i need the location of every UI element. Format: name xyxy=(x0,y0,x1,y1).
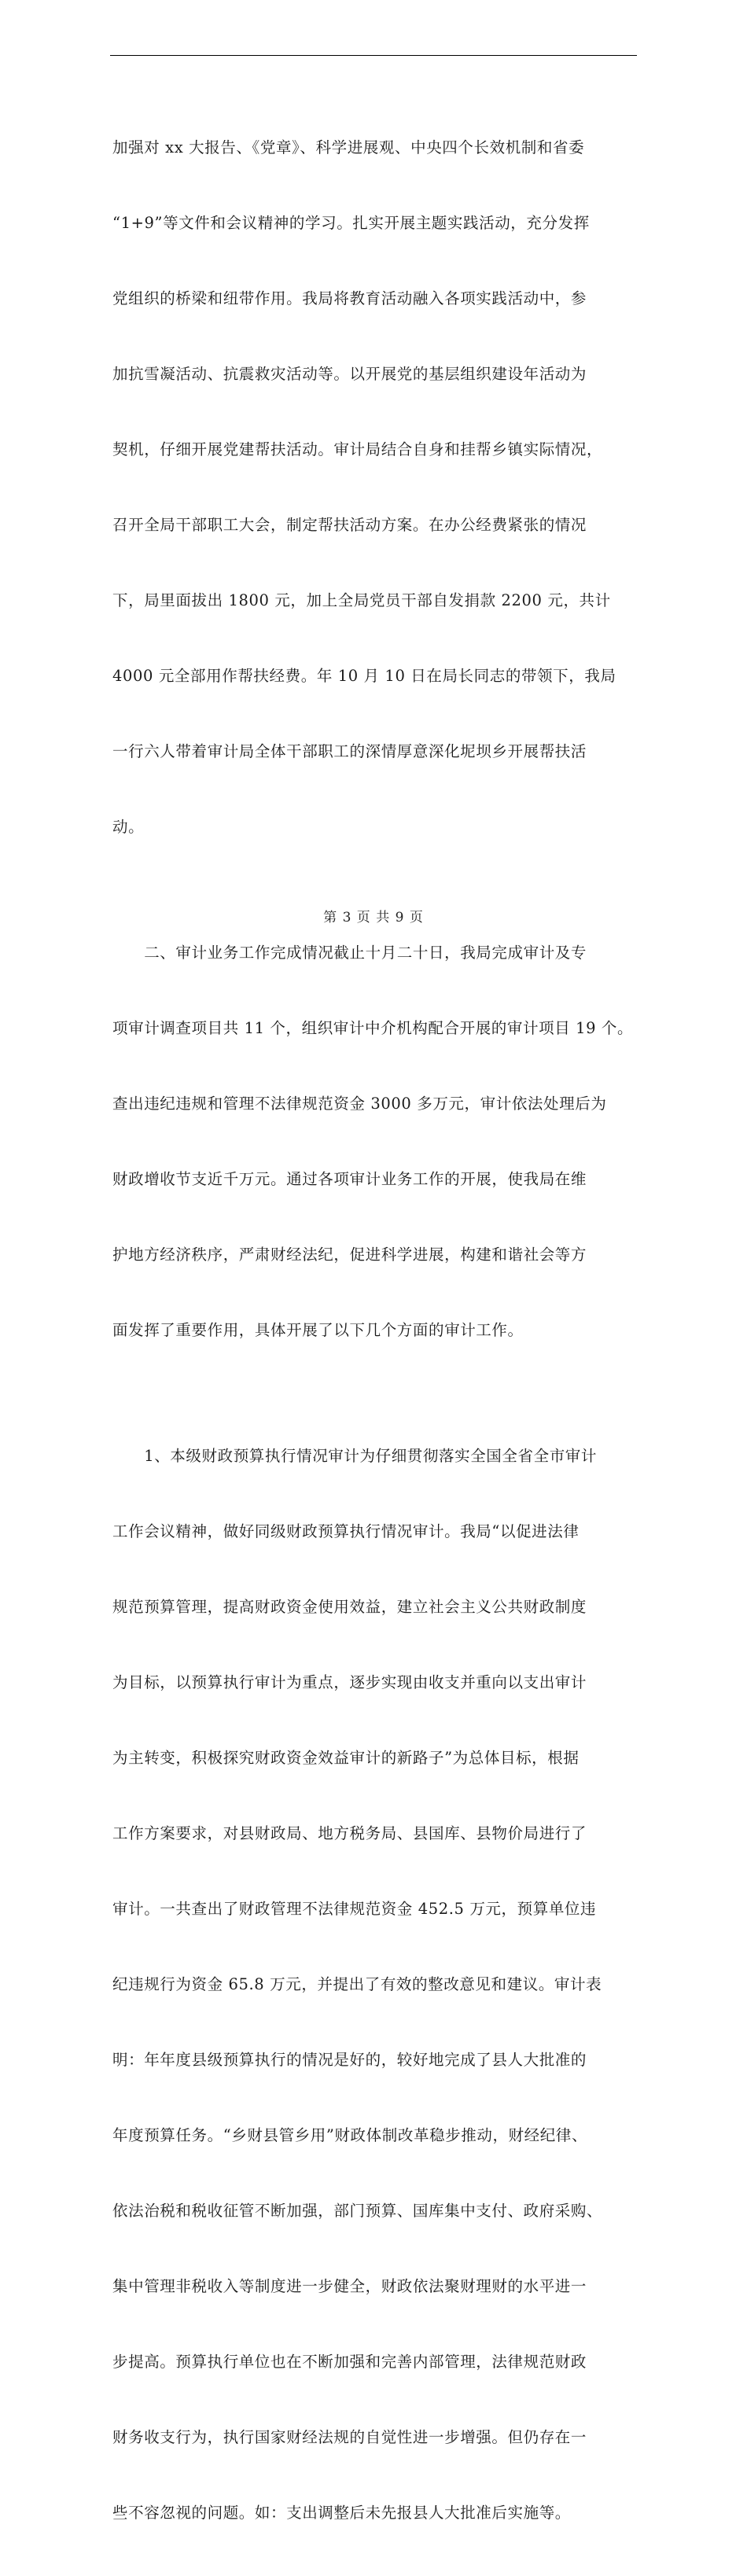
text-line: 契机，仔细开展党建帮扶活动。审计局结合自身和挂帮乡镇实际情况， xyxy=(112,440,603,458)
header-rule xyxy=(110,55,637,56)
text-line: 步提高。预算执行单位也在不断加强和完善内部管理，法律规范财政 xyxy=(112,2353,587,2371)
text-line: 项审计调查项目共 11 个，组织审计中介机构配合开展的审计项目 19 个。 xyxy=(112,1019,634,1037)
text-line: 工作会议精神，做好同级财政预算执行情况审计。我局“以促进法律 xyxy=(112,1522,580,1540)
text-line: 依法治税和税收征管不断加强，部门预算、国库集中支付、政府采购、 xyxy=(112,2202,603,2220)
text-line: 护地方经济秩序，严肃财经法纪，促进科学进展，构建和谐社会等方 xyxy=(112,1246,587,1264)
text-line: “1+9”等文件和会议精神的学习。扎实开展主题实践活动，充分发挥 xyxy=(112,214,590,232)
page-number: 第 3 页 共 9 页 xyxy=(323,910,424,926)
text-line: 加强对 xx 大报告、《党章》、科学进展观、中央四个长效机制和省委 xyxy=(112,138,585,156)
document-body xyxy=(112,85,655,2576)
paragraph-party-building xyxy=(112,85,655,890)
text-line: 明：年年度县级预算执行的情况是好的，较好地完成了县人大批准的 xyxy=(112,2051,587,2069)
text-line: 些不容忽视的问题。如：支出调整后未先报县人大批准后实施等。 xyxy=(112,2504,571,2522)
text-line: 面发挥了重要作用，具体开展了以下几个方面的审计工作。 xyxy=(112,1321,524,1339)
text-line: 二、审计业务工作完成情况截止十月二十日，我局完成审计及专 xyxy=(112,944,587,962)
text-line: 加抗雪凝活动、抗震救灾活动等。以开展党的基层组织建设年活动为 xyxy=(112,365,587,383)
text-line: 为主转变，积极探究财政资金效益审计的新路子”为总体目标，根据 xyxy=(112,1749,580,1767)
text-line: 财政增收节支近千万元。通过各项审计业务工作的开展，使我局在维 xyxy=(112,1170,587,1188)
text-line: 4000 元全部用作帮扶经费。年 10 月 10 日在局长同志的带领下，我局 xyxy=(112,667,616,685)
text-line: 工作方案要求，对县财政局、地方税务局、县国库、县物价局进行了 xyxy=(112,1824,587,1842)
paragraph-audit-summary xyxy=(112,890,655,1393)
text-line: 一行六人带着审计局全体干部职工的深情厚意深化坭坝乡开展帮扶活 xyxy=(112,742,587,760)
text-line: 为目标，以预算执行审计为重点，逐步实现由收支并重向以支出审计 xyxy=(112,1673,587,1691)
text-line: 查出违纪违规和管理不法律规范资金 3000 多万元，审计依法处理后为 xyxy=(112,1095,607,1113)
text-line: 召开全局干部职工大会，制定帮扶活动方案。在办公经费紧张的情况 xyxy=(112,516,587,534)
text-line: 动。 xyxy=(112,818,145,836)
text-line: 年度预算任务。“乡财县管乡用”财政体制改革稳步推动，财经纪律、 xyxy=(112,2126,588,2144)
paragraph-budget-audit xyxy=(112,1393,655,2576)
text-line: 集中管理非税收入等制度进一步健全，财政依法聚财理财的水平进一 xyxy=(112,2277,587,2295)
text-line: 规范预算管理，提高财政资金使用效益，建立社会主义公共财政制度 xyxy=(112,1598,587,1616)
text-line: 下，局里面拔出 1800 元，加上全局党员干部自发捐款 2200 元，共计 xyxy=(112,591,611,609)
text-line: 纪违规行为资金 65.8 万元，并提出了有效的整改意见和建议。审计表 xyxy=(112,1975,602,1993)
text-line: 1、本级财政预算执行情况审计为仔细贯彻落实全国全省全市审计 xyxy=(112,1447,598,1465)
text-line: 党组织的桥梁和纽带作用。我局将教育活动融入各项实践活动中，参 xyxy=(112,289,587,307)
text-line: 财务收支行为，执行国家财经法规的自觉性进一步增强。但仍存在一 xyxy=(112,2428,587,2446)
text-line: 审计。一共查出了财政管理不法律规范资金 452.5 万元，预算单位违 xyxy=(112,1900,597,1918)
